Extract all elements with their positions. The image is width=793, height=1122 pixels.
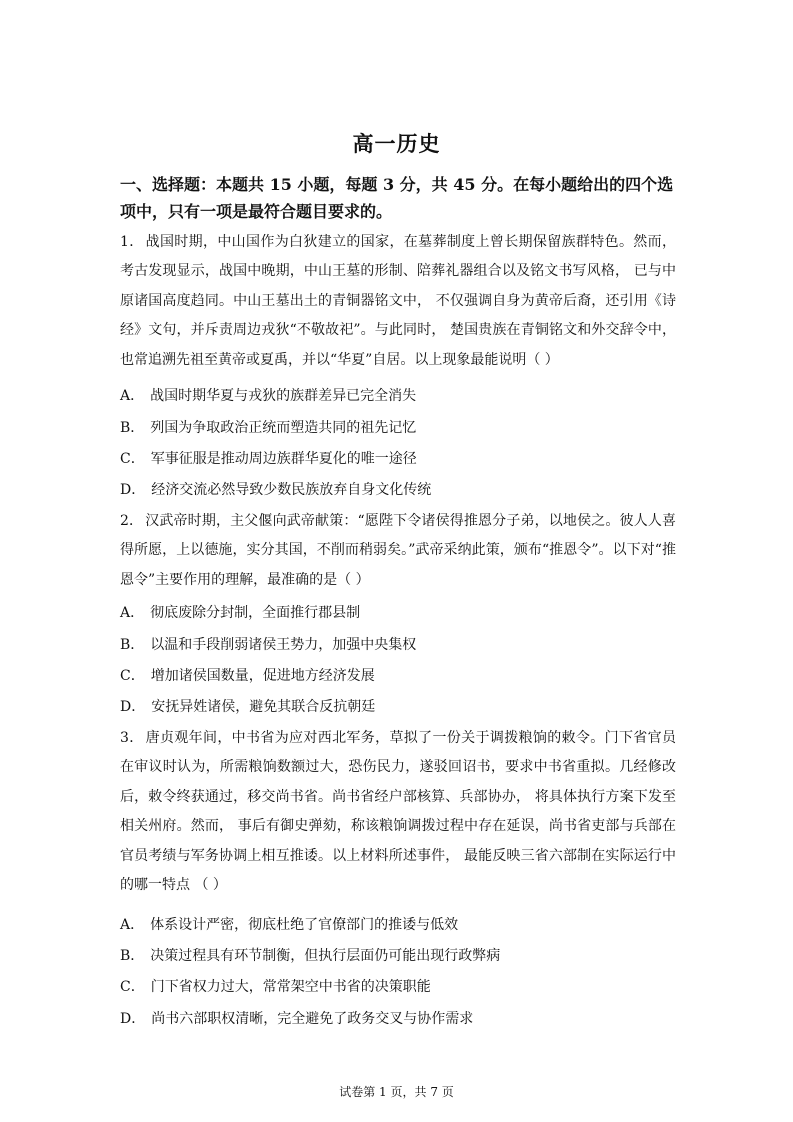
option-letter: B． [120, 948, 145, 964]
option-letter: B． [120, 637, 145, 653]
option-letter: A． [120, 605, 145, 621]
question-1-stem-block [120, 228, 676, 375]
option-text: 列国为争取政治正统而塑造共同的祖先记忆 [150, 420, 417, 436]
question-1-stem: 战国时期，中山国作为白狄建立的国家，在墓葬制度上曾长期保留族群特色。然而，考古发现显示，战国中晚期，中山王墓的形制、陪葬礼器组合以及铭文书写风格， 已与中原诸国高度趋同。中山王墓出土的青铜器铭文中， 不仅强调自身为黄帝后裔，还引用《诗经》文句，并斥责周边戎狄“不敬故祀”。与此同时， 楚国贵族在青铜铭文和外交辞令中，也常追溯先祖至黄帝或夏禹，并以“华夏”自居。以上现象最能说明（ ） [120, 234, 676, 368]
option-text: 门下省权力过大，常常架空中书省的决策职能 [150, 979, 431, 995]
option-letter: C． [120, 668, 145, 684]
question-3-stem: 唐贞观年间，中书省为应对西北军务，草拟了一份关于调拨粮饷的敕令。门下省官员在审议时认为，所需粮饷数额过大，恐伤民力，遂驳回诏书，要求中书省重拟。几经修改后，敕令终获通过，移交尚书省。尚书省经户部核算、兵部协办， 将具体执行方案下发至相关州府。然而， 事后有御史弹劾，称该粮饷调拨过程中存在延误，尚书省吏部与兵部在官员考绩与军务协调上相互推诿。以上材料所述事件， 最能反映三省六部制在实际运行中的哪一特点 （ ） [120, 730, 676, 894]
option-text: 增加诸侯国数量，促进地方经济发展 [150, 668, 375, 684]
option-text: 安抚异姓诸侯，避免其联合反抗朝廷 [151, 699, 376, 715]
option-letter: A． [120, 917, 145, 933]
question-3-option-c [120, 977, 676, 997]
question-3-stem-block [120, 724, 676, 900]
question-2-stem: 汉武帝时期，主父偃向武帝献策：“愿陛下令诸侯得推恩分子弟，以地侯之。彼人人喜得所愿，上以德施，实分其国，不削而稍弱矣。”武帝采纳此策，颁布“推恩令”。以下对“推恩令”主要作用的理解，最准确的是（ ） [120, 513, 676, 588]
option-letter: D． [120, 699, 146, 715]
question-2-option-a [120, 603, 676, 623]
option-letter: B． [120, 420, 145, 436]
option-letter: D． [120, 482, 146, 498]
question-1-option-d [120, 480, 676, 500]
question-3-option-d [120, 1009, 676, 1029]
section-heading: 一、选择题：本题共 15 小题，每题 3 分，共 45 分。在每小题给出的四个选项中，只有一项是最符合题目要求的。 [120, 175, 674, 221]
option-letter: D． [120, 1011, 146, 1027]
question-3-option-b [120, 946, 676, 966]
option-text: 尚书六部职权清晰，完全避免了政务交叉与协作需求 [151, 1011, 474, 1027]
option-letter: C． [120, 979, 145, 995]
option-letter: A． [120, 388, 145, 404]
question-2-number: 2． [120, 513, 144, 529]
option-text: 彻底废除分封制，全面推行郡县制 [150, 605, 361, 621]
option-letter: C． [120, 451, 145, 467]
question-1-number: 1． [120, 234, 144, 250]
option-text: 决策过程具有环节制衡，但执行层面仍可能出现行政弊病 [150, 948, 501, 964]
question-2-stem-block [120, 507, 676, 595]
option-text: 战国时期华夏与戎狄的族群差异已完全消失 [150, 388, 417, 404]
question-2-option-d [120, 697, 676, 717]
question-1-option-a [120, 386, 676, 406]
question-2-option-c [120, 666, 676, 686]
option-text: 军事征服是推动周边族群华夏化的唯一途径 [150, 451, 417, 467]
exam-title: 高一历史 [352, 131, 441, 156]
question-1-option-c [120, 449, 676, 469]
question-2-option-b [120, 635, 676, 655]
question-3-number: 3． [120, 730, 144, 746]
question-3-option-a [120, 915, 676, 935]
option-text: 体系设计严密，彻底杜绝了官僚部门的推诿与低效 [150, 917, 459, 933]
page-footer: 试卷第 1 页，共 7 页 [339, 1085, 454, 1099]
option-text: 以温和手段削弱诸侯王势力，加强中央集权 [150, 637, 417, 653]
question-1-option-b [120, 418, 676, 438]
option-text: 经济交流必然导致少数民族放弃自身文化传统 [151, 482, 432, 498]
